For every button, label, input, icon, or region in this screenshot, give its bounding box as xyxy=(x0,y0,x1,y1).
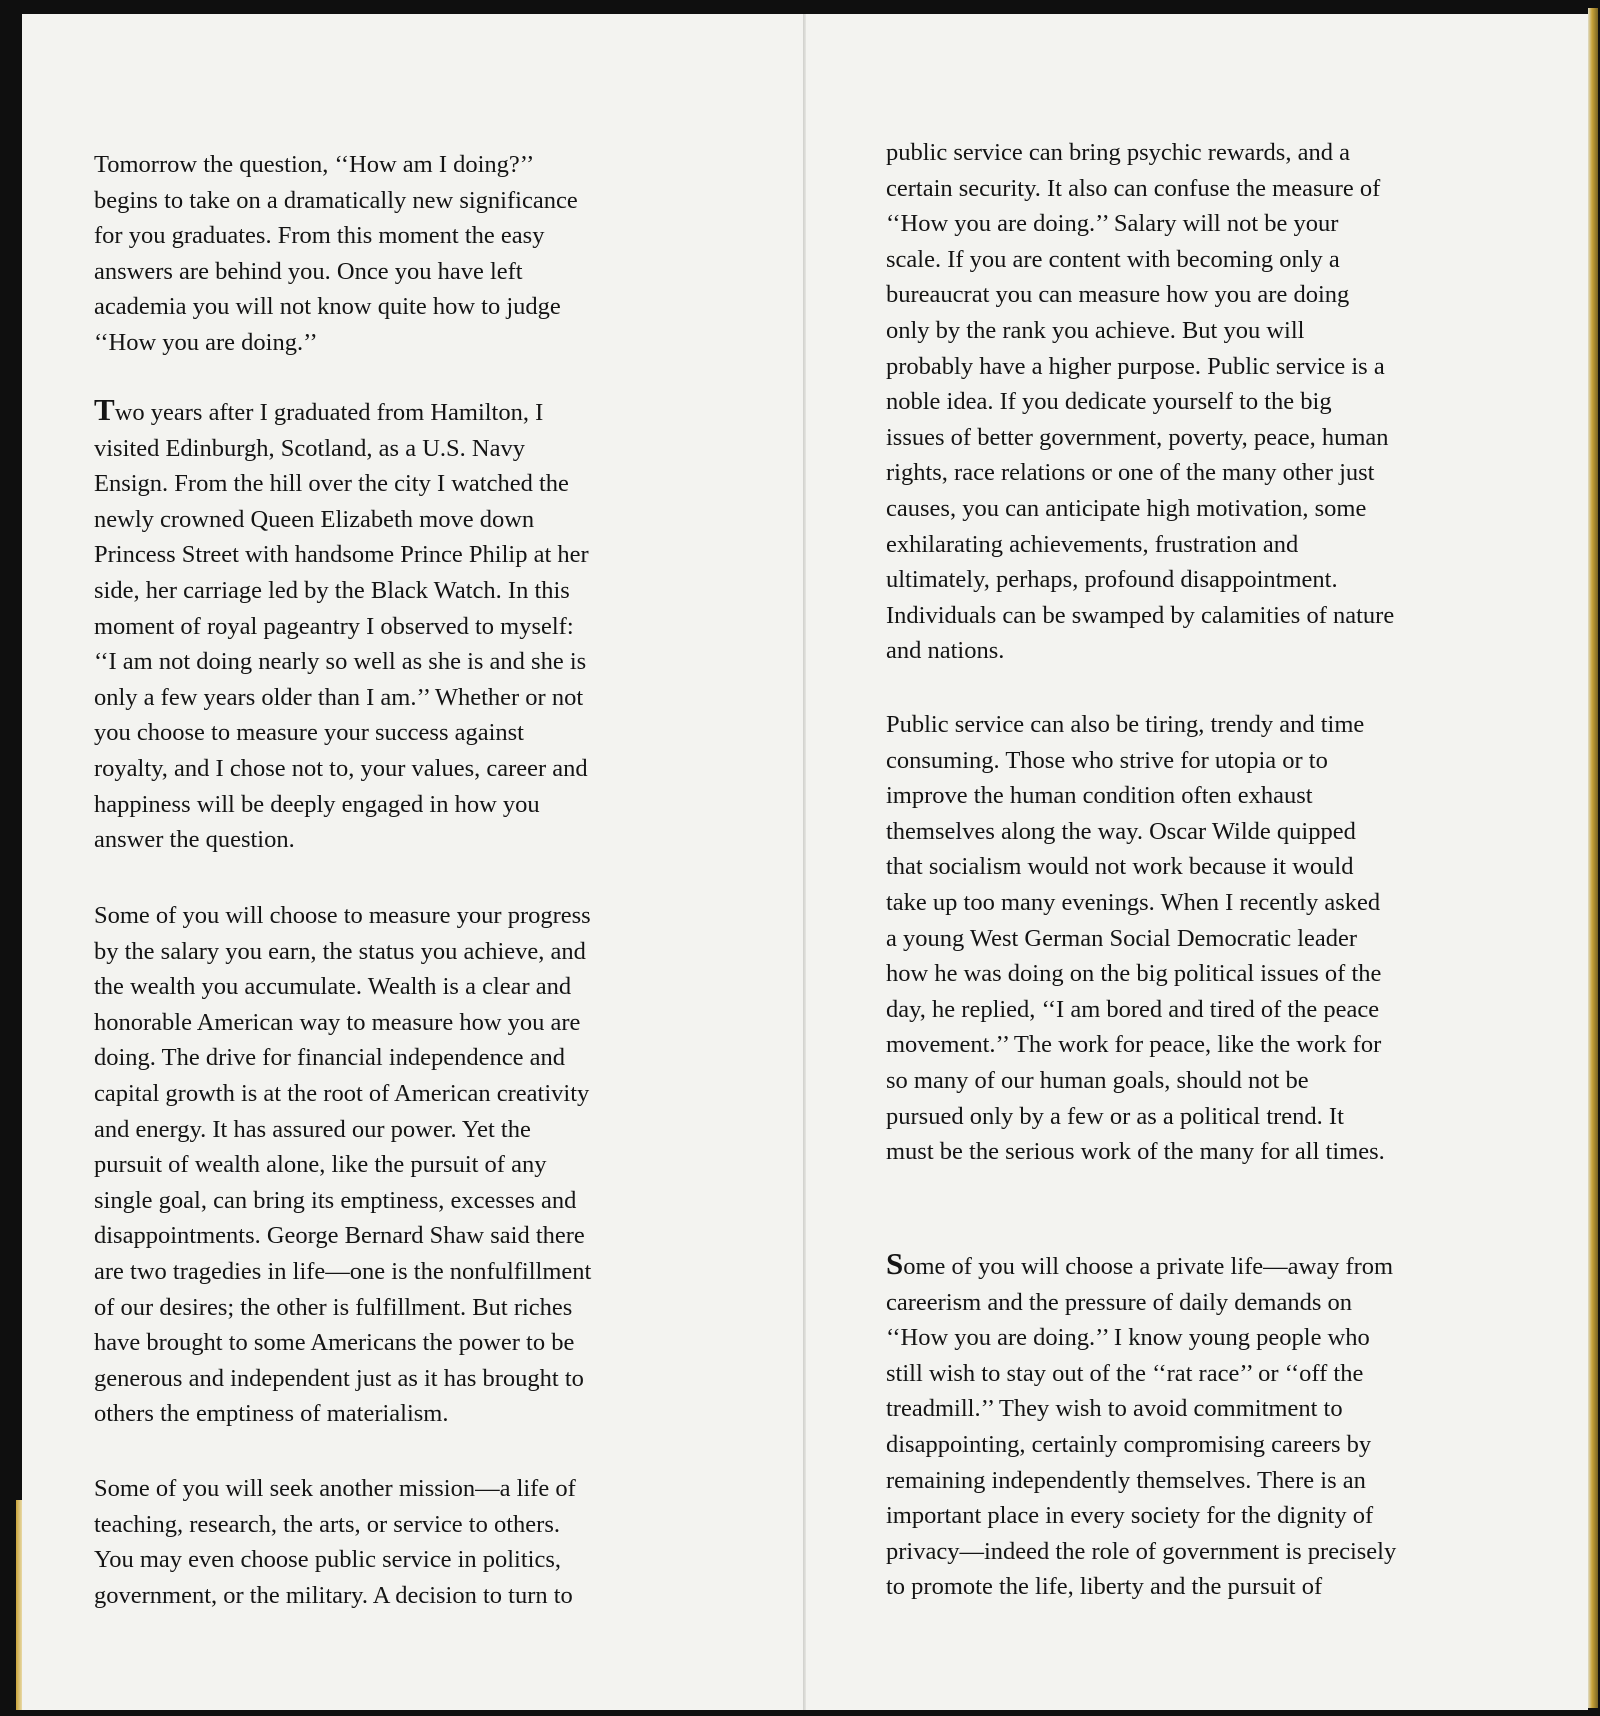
right-paragraph-2-text: Public service can also be tiring, trendy and time consuming. Those who strive for utopia or to improve the human condition often exhaust themselves along the way. Oscar Wilde quipped that socialism would not work because it would take up too many evenings. When I recently asked a young West German Social Democratic leader how he was doing on the big political issues of the day, he replied, ‘‘I am bored and tired of the peace movement.’’ The work for peace, like the work for so many of our human goals, should not be pursued only by a few or as a political trend. It must be the serious work of the many for all times. xyxy=(886,711,1385,1166)
left-paragraph-3 xyxy=(94,898,774,1432)
right-paragraph-3 xyxy=(886,1246,1566,1605)
right-paragraph-2 xyxy=(886,707,1566,1170)
right-page xyxy=(806,14,1588,1710)
left-paragraph-4-text: Some of you will seek another mission—a life of teaching, research, the arts, or service to others. You may even choose public service in politics, government, or the military. A decision to turn to xyxy=(94,1475,576,1609)
page-edge-right xyxy=(1588,8,1598,1708)
left-paragraph-1 xyxy=(94,147,774,361)
right-paragraph-1 xyxy=(886,135,1566,669)
left-paragraph-3-text: Some of you will choose to measure your progress by the salary you earn, the status you achieve, and the wealth you accumulate. Wealth is a clear and honorable American way to measure how you are doing. The drive for financial independence and capital growth is at the root of American creativity and energy. It has assured our power. Yet the pursuit of wealth alone, like the pursuit of any single goal, can bring its emptiness, excesses and disappointments. George Bernard Shaw said there are two tragedies in life—one is the nonfulfillment of our desires; the other is fulfillment. But riches have brought to some Americans the power to be generous and independent just as it has brought to others the emptiness of materialism. xyxy=(94,902,592,1428)
left-paragraph-1-text: Tomorrow the question, ‘‘How am I doing?’’ begins to take on a dramatically new significance for you graduates. From this moment the easy answers are behind you. Once you have left academia you will not know quite how to judge ‘‘How you are doing.’’ xyxy=(94,151,578,356)
dropcap-t: T xyxy=(94,392,115,427)
left-page xyxy=(22,14,804,1710)
right-paragraph-1-text: public service can bring psychic rewards, and a certain security. It also can confuse the measure of ‘‘How you are doing.’’ Salary will not be your scale. If you are content with becoming only a bureaucrat you can measure how you are doing only by the rank you achieve. But you will probably have a higher purpose. Public service is a noble idea. If you dedicate yourself to the big issues of better government, poverty, peace, human rights, race relations or one of the many other just causes, you can anticipate high motivation, some exhilarating achievements, frustration and ultimately, perhaps, profound disappointment. Individuals can be swamped by calamities of nature and nations. xyxy=(886,139,1395,665)
left-paragraph-2 xyxy=(94,392,774,858)
dropcap-s: S xyxy=(886,1246,904,1281)
left-paragraph-2-text: wo years after I graduated from Hamilton, I visited Edinburgh, Scotland, as a U.S. Navy Ensign. From the hill over the city I watched the newly crowned Queen Elizabeth move down Princess Street with handsome Prince Philip at her side, her carriage led by the Black Watch. In this moment of royal pageantry I observed to myself: ‘‘I am not doing nearly so well as she is and she is only a few years older than I am.’’ Whether or not you choose to measure your success against royalty, and I chose not to, your values, career and happiness will be deeply engaged in how you answer the question. xyxy=(94,399,589,854)
right-paragraph-3-text: ome of you will choose a private life—away from careerism and the pressure of daily demands on ‘‘How you are doing.’’ I know young people who still wish to stay out of the ‘‘rat race’’ or ‘‘off the treadmill.’’ They wish to avoid commitment to disappointing, certainly compromising careers by remaining independently themselves. There is an important place in every society for the dignity of privacy—indeed the role of government is precisely to promote the life, liberty and the pursuit of xyxy=(886,1253,1397,1601)
left-paragraph-4 xyxy=(94,1471,774,1613)
